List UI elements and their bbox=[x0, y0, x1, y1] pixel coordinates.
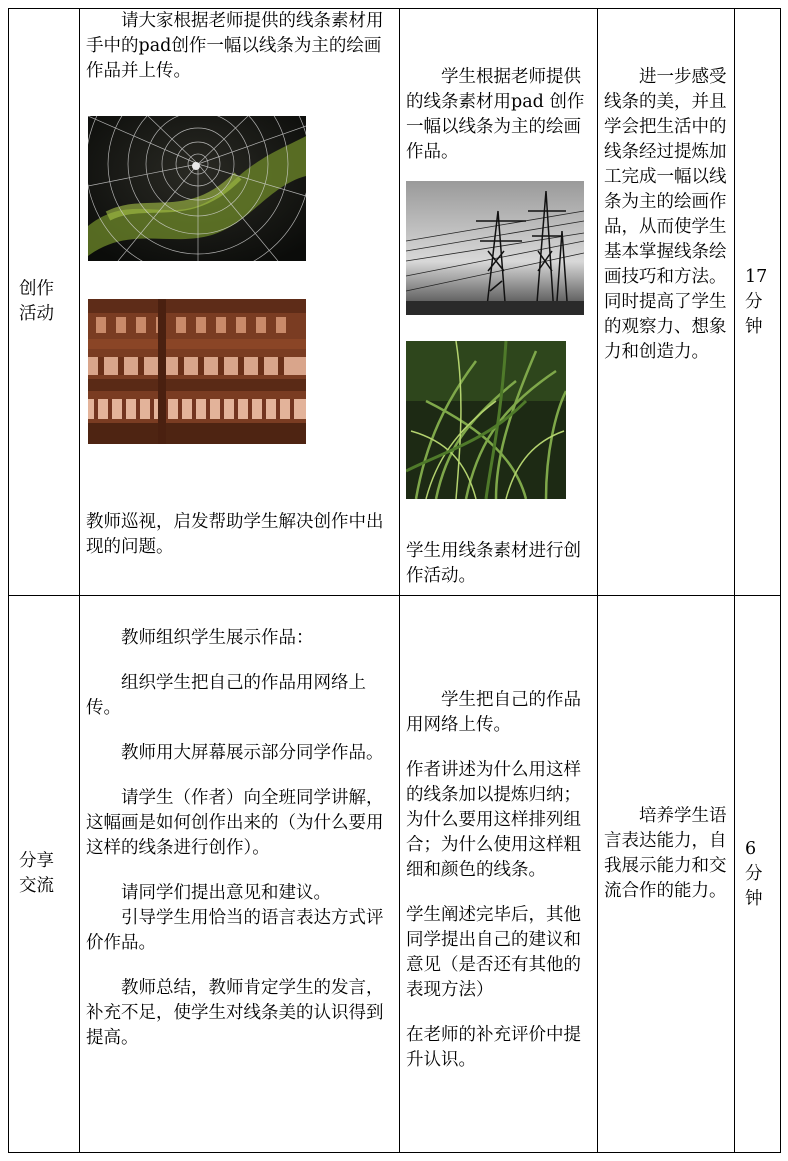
time-unit: 分 bbox=[745, 863, 763, 884]
lesson-plan-table bbox=[8, 8, 781, 1153]
wooden-lattice-photo bbox=[88, 299, 306, 444]
purpose-cell bbox=[598, 596, 735, 1153]
stage-label-line: 分享 bbox=[19, 851, 54, 871]
spider-web-photo bbox=[88, 116, 306, 261]
teacher-step: 组织学生把自己的作品用网络上传。 bbox=[86, 673, 366, 718]
student-step: 作者讲述为什么用这样的线条加以提炼归纳；为什么要用这样排列组合；为什么使用这样粗细和颜色的线条。 bbox=[406, 760, 581, 880]
table-row bbox=[9, 9, 781, 596]
stage-cell bbox=[9, 9, 80, 596]
stage-label-line: 活动 bbox=[19, 304, 54, 324]
student-activity-cell bbox=[400, 596, 598, 1153]
teacher-activity-cell bbox=[80, 9, 400, 596]
student-creation: 学生用线条素材进行创作活动。 bbox=[406, 541, 581, 586]
time-unit: 分 bbox=[745, 291, 763, 312]
student-task: 学生根据老师提供的线条素材用pad 创作一幅以线条为主的绘画作品。 bbox=[406, 67, 585, 162]
stage-label-line: 创作 bbox=[19, 279, 54, 299]
student-step: 在老师的补充评价中提升认识。 bbox=[406, 1025, 581, 1070]
time-unit: 钟 bbox=[745, 888, 763, 909]
stage-label-line: 交流 bbox=[19, 876, 54, 896]
teacher-step: 引导学生用恰当的语言表达方式评价作品。 bbox=[86, 908, 384, 953]
time-cell bbox=[735, 596, 781, 1153]
teacher-guidance: 教师巡视，启发帮助学生解决创作中出现的问题。 bbox=[86, 512, 384, 557]
teacher-step: 请学生（作者）向全班同学讲解，这幅画是如何创作出来的（为什么要用这样的线条进行创作）。 bbox=[86, 788, 384, 858]
student-step: 学生阐述完毕后，其他同学提出自己的建议和意见（是否还有其他的表现方法） bbox=[406, 905, 581, 1000]
time-unit: 钟 bbox=[745, 316, 763, 337]
teacher-step: 教师总结，教师肯定学生的发言，补充不足，使学生对线条美的认识得到提高。 bbox=[86, 978, 384, 1048]
time-value: 17 bbox=[745, 266, 768, 287]
power-tower-photo bbox=[406, 181, 584, 315]
time-cell bbox=[735, 9, 781, 596]
purpose-cell bbox=[598, 9, 735, 596]
teacher-step: 请同学们提出意见和建议。 bbox=[121, 883, 331, 903]
teacher-step: 教师用大屏幕展示部分同学作品。 bbox=[121, 743, 384, 763]
purpose-text: 进一步感受线条的美，并且学会把生活中的线条经过提炼加工完成一幅以线条为主的绘画作品，从而使学生基本掌握线条绘画技巧和方法。同时提高了学生的观察力、想象力和创造力。 bbox=[604, 67, 727, 362]
table-row bbox=[9, 596, 781, 1153]
student-step: 学生把自己的作品用网络上传。 bbox=[406, 690, 581, 735]
teacher-activity-cell bbox=[80, 596, 400, 1153]
teacher-step: 教师组织学生展示作品： bbox=[121, 628, 314, 648]
stage-cell bbox=[9, 596, 80, 1153]
student-activity-cell bbox=[400, 9, 598, 596]
time-value: 6 bbox=[745, 838, 757, 859]
purpose-text: 培养学生语言表达能力，自我展示能力和交流合作的能力。 bbox=[604, 806, 727, 901]
grass-photo bbox=[406, 341, 566, 499]
teacher-instruction: 请大家根据老师提供的线条素材用手中的pad创作一幅以线条为主的绘画作品并上传。 bbox=[86, 11, 384, 81]
